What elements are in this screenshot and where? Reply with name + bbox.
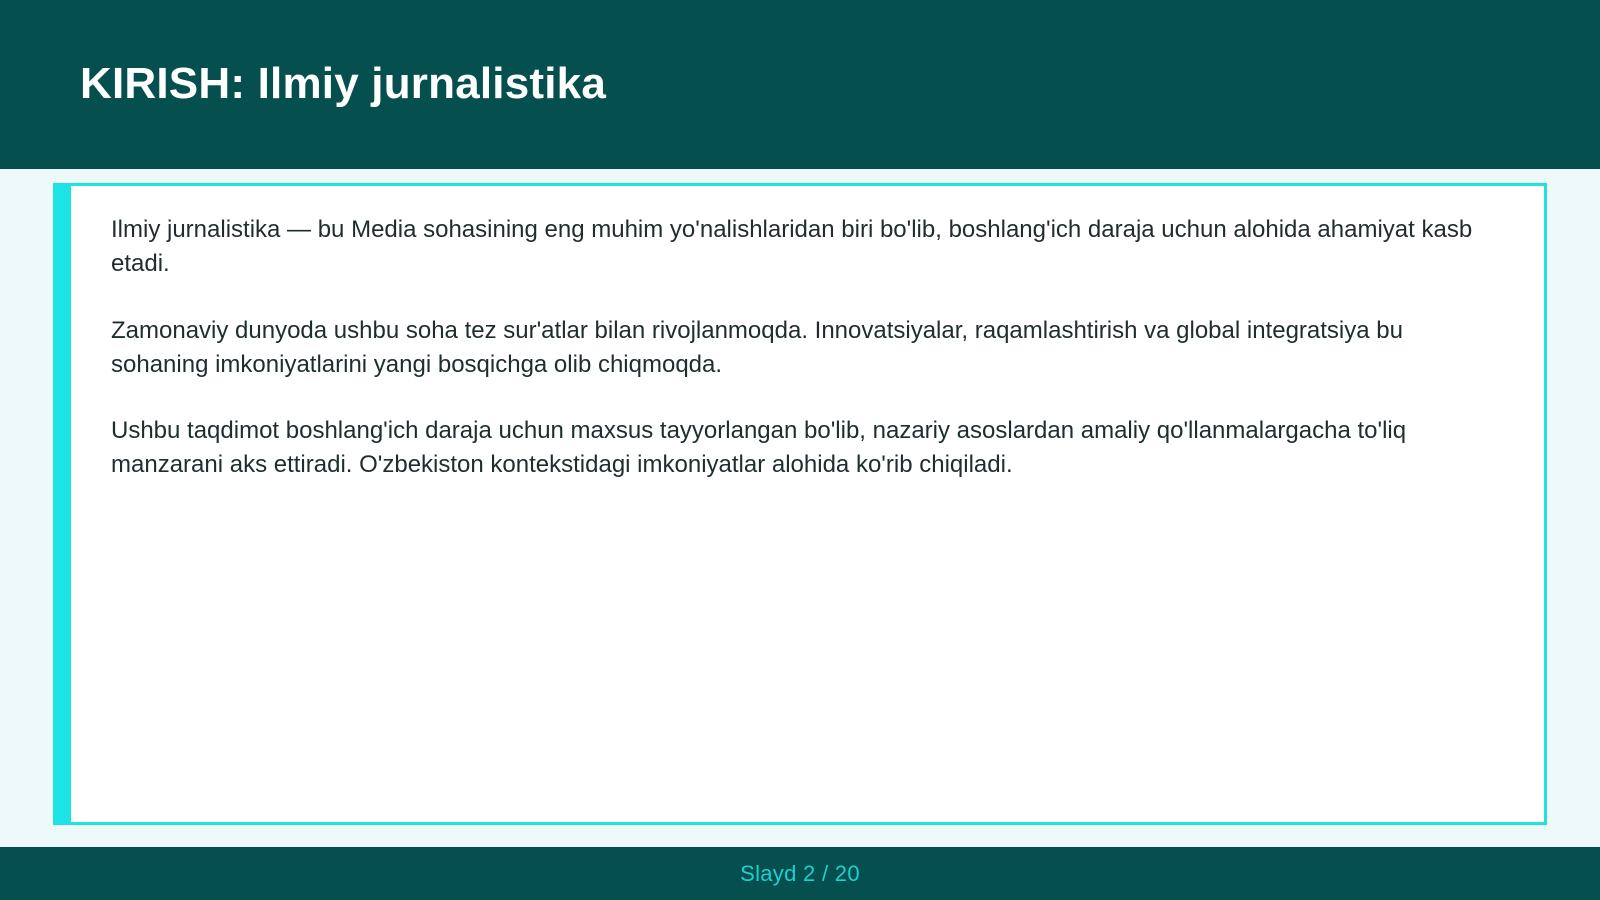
slide-counter: Slayd 2 / 20	[740, 861, 860, 886]
paragraph-presentation-scope: Ushbu taqdimot boshlang'ich daraja uchun maxsus tayyorlangan bo'lib, nazariy asoslardan amaliy qo'llanmalargacha to'liq manzarani aks ettiradi. O'zbekiston kontekstidagi imkoniyatlar alohida ko'rib chiqiladi.	[111, 417, 1407, 478]
slide-header	[0, 0, 1600, 169]
slide-footer	[0, 847, 1600, 900]
paragraph-development: Zamonaviy dunyoda ushbu soha tez sur'atlar bilan rivojlanmoqda. Innovatsiyalar, raqamlashtirish va global integratsiya bu sohaning imkoniyatlarini yangi bosqichga olib chiqmoqda.	[111, 317, 1403, 378]
paragraph-intro: Ilmiy jurnalistika — bu Media sohasining eng muhim yo'nalishlaridan biri bo'lib, boshlang'ich daraja uchun alohida ahamiyat kasb etadi.	[111, 216, 1473, 277]
slide-title: KIRISH: Ilmiy jurnalistika	[80, 59, 607, 108]
